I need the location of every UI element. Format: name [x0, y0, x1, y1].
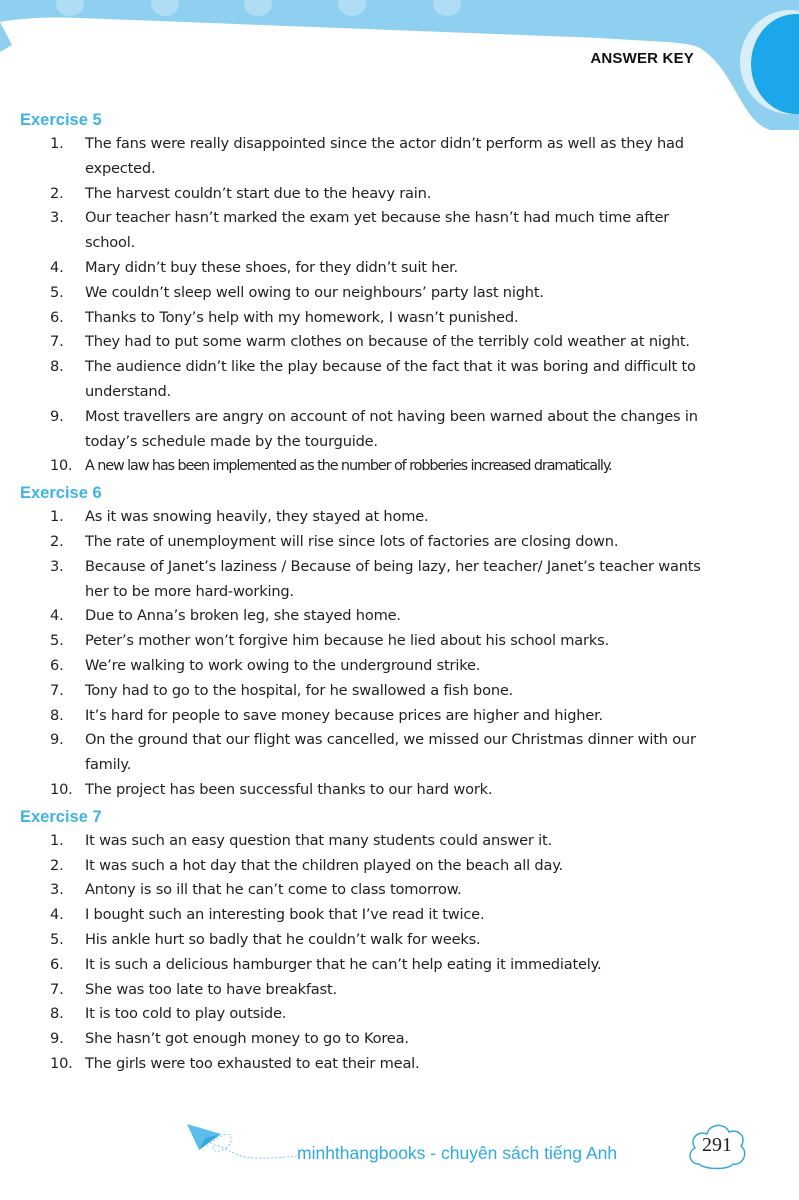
item-text: She hasn’t got enough money to go to Korea. — [85, 1030, 409, 1048]
answer-item — [0, 132, 799, 182]
item-text: She was too late to have breakfast. — [85, 980, 337, 998]
item-text: Antony is so ill that he can’t come to class tomorrow. — [85, 881, 462, 899]
item-text: Peter’s mother won’t forgive him because he lied about his school marks. — [85, 632, 609, 650]
item-number: 6. — [50, 955, 64, 973]
answer-item — [0, 1052, 799, 1077]
item-text: The fans were really disappointed since the actor didn’t perform as well as they had expected. — [85, 135, 684, 177]
item-text: The girls were too exhausted to eat their meal. — [85, 1054, 420, 1072]
answer-item — [0, 778, 799, 803]
item-text: Due to Anna’s broken leg, she stayed home. — [85, 607, 401, 625]
publisher-text: minhthangbooks - chuyên sách tiếng Anh — [297, 1143, 618, 1163]
exercise-title: Exercise 7 — [20, 807, 102, 826]
item-text: It was such a hot day that the children played on the beach all day. — [85, 856, 563, 874]
page-number-badge — [685, 1120, 749, 1172]
section-label: ANSWER KEY — [590, 50, 694, 67]
item-number: 7. — [50, 333, 64, 351]
item-number: 9. — [50, 1030, 64, 1048]
item-number: 4. — [50, 607, 64, 625]
item-number: 7. — [50, 681, 64, 699]
item-number: 3. — [50, 881, 64, 899]
item-number: 4. — [50, 258, 64, 276]
answer-item — [0, 182, 799, 207]
item-number: 10. — [50, 458, 73, 475]
item-number: 1. — [50, 135, 64, 152]
answer-item — [0, 928, 799, 953]
answer-item — [0, 728, 799, 778]
answer-list — [0, 505, 799, 803]
answer-item — [0, 679, 799, 704]
item-text: Tony had to go to the hospital, for he swallowed a fish bone. — [85, 681, 514, 699]
answer-item — [0, 405, 799, 455]
answer-item — [0, 878, 799, 903]
answer-item — [0, 306, 799, 331]
item-number: 2. — [50, 856, 64, 874]
answer-item — [0, 281, 799, 306]
item-number: 8. — [50, 706, 64, 724]
item-number: 6. — [50, 656, 64, 674]
item-text: The project has been successful thanks to our hard work. — [85, 780, 493, 798]
item-text: It was such an easy question that many students could answer it. — [85, 831, 552, 849]
item-text: We couldn’t sleep well owing to our neighbours’ party last night. — [85, 283, 544, 301]
answer-item — [0, 530, 799, 555]
answer-list — [0, 829, 799, 1077]
exercise-title: Exercise 6 — [20, 484, 102, 503]
exercise-6 — [0, 481, 799, 803]
answer-content — [0, 108, 799, 1077]
item-text: Mary didn’t buy these shoes, for they didn’t suit her. — [85, 258, 458, 276]
answer-item — [0, 206, 799, 256]
answer-item — [0, 604, 799, 629]
item-number: 1. — [50, 831, 64, 849]
item-number: 9. — [50, 407, 64, 425]
exercise-7 — [0, 805, 799, 1077]
item-text: A new law has been implemented as the number of robberies increased dramatically. — [85, 458, 612, 475]
item-number: 10. — [50, 1054, 73, 1072]
item-text: As it was snowing heavily, they stayed at home. — [85, 508, 429, 526]
item-text: Our teacher hasn’t marked the exam yet because she hasn’t had much time after school. — [85, 209, 670, 252]
page-footer — [185, 1120, 765, 1180]
item-number: 8. — [50, 1005, 64, 1023]
item-number: 5. — [50, 283, 64, 301]
answer-item — [0, 953, 799, 978]
answer-item — [0, 454, 799, 479]
answer-item — [0, 629, 799, 654]
answer-item — [0, 505, 799, 530]
answer-item — [0, 829, 799, 854]
item-number: 5. — [50, 632, 64, 650]
item-text: His ankle hurt so badly that he couldn’t walk for weeks. — [85, 930, 481, 948]
answer-item — [0, 654, 799, 679]
item-text: Thanks to Tony’s help with my homework, I wasn’t punished. — [85, 308, 519, 326]
item-number: 3. — [50, 557, 64, 575]
exercise-title: Exercise 5 — [20, 111, 102, 129]
item-text: It’s hard for people to save money because prices are higher and higher. — [85, 706, 604, 724]
answer-item — [0, 355, 799, 405]
exercise-5 — [0, 108, 799, 479]
item-number: 9. — [50, 731, 64, 749]
left-tab — [0, 22, 12, 52]
answer-item — [0, 256, 799, 281]
item-text: The audience didn’t like the play because of the fact that it was boring and difficult to understand. — [85, 358, 696, 400]
answer-item — [0, 1002, 799, 1027]
answer-item — [0, 854, 799, 879]
item-text: It is such a delicious hamburger that he can’t help eating it immediately. — [85, 955, 602, 973]
item-text: The harvest couldn’t start due to the heavy rain. — [85, 184, 432, 202]
item-text: On the ground that our flight was cancelled, we missed our Christmas dinner with our family. — [85, 731, 696, 774]
item-text: Most travellers are angry on account of not having been warned about the changes in today’s schedule made by the tourguide. — [85, 407, 698, 450]
item-number: 4. — [50, 906, 64, 924]
item-number: 10. — [50, 780, 73, 798]
answer-item — [0, 704, 799, 729]
answer-item — [0, 555, 799, 605]
item-number: 2. — [50, 184, 64, 202]
answer-item — [0, 978, 799, 1003]
answer-list — [0, 132, 799, 479]
item-text: They had to put some warm clothes on because of the terribly cold weather at night. — [85, 333, 690, 351]
item-text: We’re walking to work owing to the underground strike. — [85, 656, 481, 674]
item-text: I bought such an interesting book that I’ve read it twice. — [85, 906, 485, 924]
item-text: It is too cold to play outside. — [85, 1005, 287, 1023]
answer-item — [0, 1027, 799, 1052]
item-text: Because of Janet’s laziness / Because of being lazy, her teacher/ Janet’s teacher wants her to be more hard-working. — [85, 557, 701, 600]
item-number: 5. — [50, 930, 64, 948]
item-number: 1. — [50, 508, 64, 526]
item-number: 3. — [50, 209, 64, 227]
item-number: 8. — [50, 358, 64, 376]
item-number: 6. — [50, 308, 64, 326]
item-text: The rate of unemployment will rise since lots of factories are closing down. — [85, 532, 619, 550]
item-number: 2. — [50, 532, 64, 550]
item-number: 7. — [50, 980, 64, 998]
answer-item — [0, 903, 799, 928]
page-number: 291 — [702, 1134, 732, 1156]
answer-item — [0, 330, 799, 355]
